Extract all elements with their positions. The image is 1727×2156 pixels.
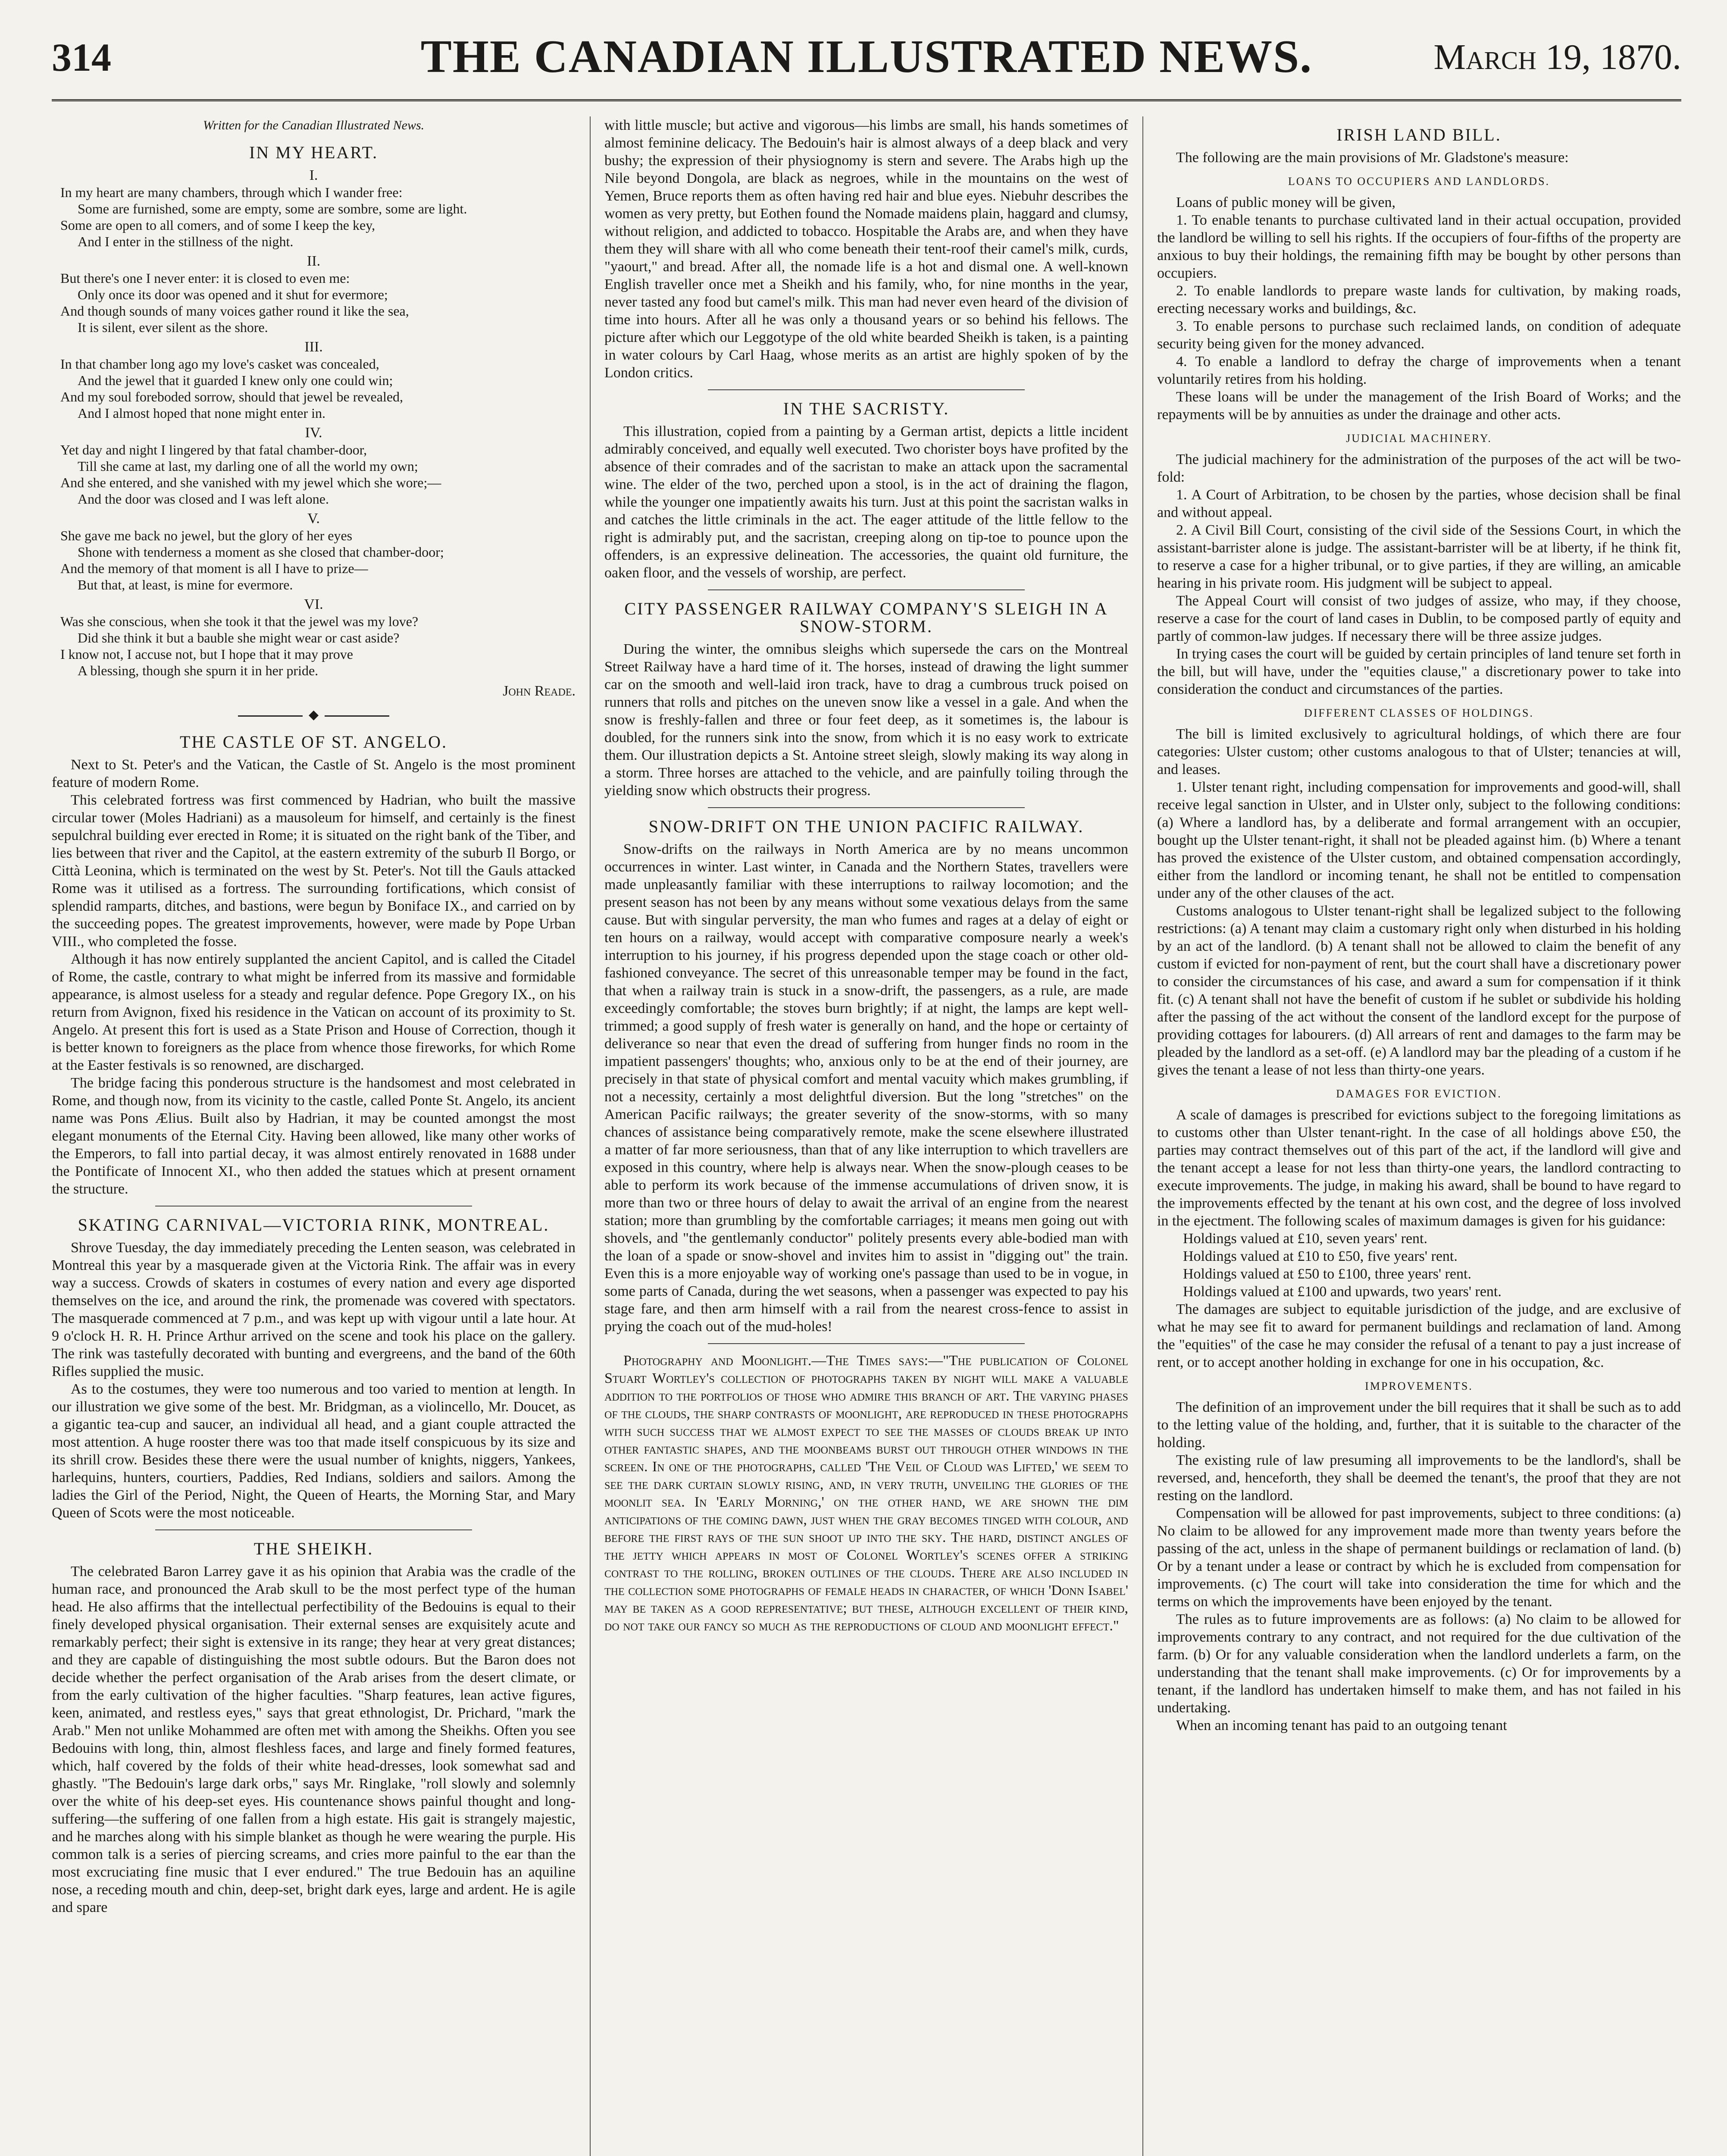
article-heading: THE CASTLE OF ST. ANGELO. (180, 732, 447, 752)
paragraph: 4. To enable a landlord to defray the charge of improvements when a tenant voluntarily retires from his holding. (1157, 354, 1681, 387)
run-in-heading: Photography and Moonlight.— (623, 1353, 826, 1369)
verse-line: It is silent, ever silent as the shore. (78, 320, 268, 335)
verse-line: Till she came at last, my darling one of all the world my own; (78, 458, 418, 474)
author-signature: John Reade. (503, 683, 576, 699)
section-subheading: JUDICIAL MACHINERY. (1346, 432, 1492, 445)
paragraph: Shrove Tuesday, the day immediately preceding the Lenten season, was celebrated in Montreal this year by a masquerade given at the Victoria Rink. The affair was in every way a success. Crowds of skaters in costumes of every nation and every age disported themselves on the ice, and around the rink, the promenade was covered with spectators. The masquerade commenced at 7 p.m., and was kept up with vigour until a late hour. At 9 o'clock H. R. H. Prince Arthur arrived on the scene and took his place on the gallery. The rink was tastefully decorated with bunting and evergreens, and the band of the 60th Rifles supplied the music. (52, 1240, 576, 1379)
article-heading: IN THE SACRISTY. (783, 399, 950, 418)
paragraph: As to the costumes, they were too numerous and too varied to mention at length. In our illustration we give some of the best. Mr. Bridgman, as a violincello, Mr. Doucet, as a gigantic tea-cup and saucer, an individual all head, and a giant couple attracted the most attention. A huge rooster there was too that made itself conspicuous by its size and its shrill crow. Besides these there were the usual number of knights, niggers, Yankees, harlequins, hunters, courtiers, Paddies, Red Indians, soldiers and sailors. Among the ladies the Girl of the Period, Night, the Queen of Hearts, the Morning Star, and Mary Queen of Scots were the most noticeable. (52, 1381, 576, 1521)
article-heading: SKATING CARNIVAL—VICTORIA RINK, MONTREAL. (78, 1215, 550, 1235)
paragraph: 1. To enable tenants to purchase cultivated land in their actual occupation, provided the landlord be willing to sell his rights. If the occupiers of four-fifths of the property are anxious to buy their holdings, the remaining fifth may be bought by other persons than occupiers. (1157, 212, 1681, 281)
verse-line: She gave me back no jewel, but the glory of her eyes (60, 528, 353, 543)
paragraph: Although it has now entirely supplanted the ancient Capitol, and is called the Citadel of Rome, the castle, contrary to what might be inferred from its massive and formidable appearance, is almost useless for a steady and regular defence. Pope Gregory IX., on his return from Avignon, fixed his residence in the Vatican on account of its proximity to St. Angelo. At present this fort is used as a State Prison and House of Correction, though it is better known to foreigners as the place from whence those fireworks, for which Rome at the Easter festivals is so renowned, are discharged. (52, 951, 576, 1073)
column-middle (604, 116, 1128, 2156)
verse-line: Some are furnished, some are empty, some are sombre, some are light. (78, 201, 467, 216)
section-rule (155, 1529, 472, 1530)
paragraph: The celebrated Baron Larrey gave it as his opinion that Arabia was the cradle of the human race, and pronounced the Arab skull to be the most perfect type of the human head. He also affirms that the intellectual perfectibility of the Bedouins is equal to their finely developed physical organisation. Their external senses are exquisitely acute and remarkably perfect; their sight is extensive in its range; they hear at very great distances; and they are capable of distinguishing the most subtle odours. But the Baron does not decide whether the perfect organisation of the Arab arises from the desert climate, or from the early cultivation of the higher faculties. "Sharp features, lean active figures, keen, animated, and restless eyes," says that great ethnologist, Dr. Prichard, "mark the Arab." Men not unlike Mohammed are often met with among the Sheikhs. Often you see Bedouins with long, thin, almost fleshless faces, and large and finely formed features, which, half covered by the folds of their white head-dresses, look somewhat sad and ghastly. "The Bedouin's large dark orbs," says Mr. Ringlake, "roll slowly and solemnly over the white of his deep-set eyes. His countenance shows painful thought and long-suffering—the suffering of one fallen from a high estate. His gait is strangely majestic, and he marches along with his simple blanket as though he were wearing the purple. His common talk is a series of piercing screams, and cries more painful to the ear than the most excruciating fine music that I ever endured." The true Bedouin has an aquiline nose, a receding mouth and chin, deep-set, bright dark eyes, large and ardent. He is agile and spare (52, 1564, 576, 1915)
paragraph: 2. A Civil Bill Court, consisting of the civil side of the Sessions Court, in which the assistant-barrister alone is judge. The assistant-barrister will be at liberty, if he think fit, to reserve a case for a higher tribunal, or to give parties, if they are willing, an amicable hearing in his private room. His judgment will be subject to appeal. (1157, 522, 1681, 591)
page-number: 314 (52, 35, 111, 79)
paragraph: Loans of public money will be given, (1176, 194, 1395, 210)
paragraph: The bill is limited exclusively to agricultural holdings, of which there are four categories: Ulster custom; other customs analogous to that of Ulster; tenancies at will, and leases. (1157, 726, 1681, 777)
verse-line: Shone with tenderness a moment as she closed that chamber-door; (78, 544, 444, 560)
paragraph: Next to St. Peter's and the Vatican, the Castle of St. Angelo is the most prominent feature of modern Rome. (52, 757, 576, 790)
article-heading: IRISH LAND BILL. (1336, 125, 1502, 144)
section-subheading: DAMAGES FOR EVICTION. (1336, 1087, 1502, 1100)
issue-date: March 19, 1870. (1433, 37, 1681, 77)
paragraph: The following are the main provisions of Mr. Gladstone's measure: (1176, 150, 1569, 166)
section-subheading: DIFFERENT CLASSES OF HOLDINGS. (1304, 707, 1534, 719)
paragraph: A scale of damages is prescribed for evictions subject to the foregoing limitations as to customs other than Ulster tenant-right. In the case of all holdings above £50, the parties may contract themselves out of this part of the act, if the landlord will give and the tenant accept a lease for not less than thirty-one years, the landlord contracting to execute improvements. The judge, in making his award, shall be bound to have regard to the improvements effected by the tenant at his own cost, and the degree of loss involved in the ejectment. The following scales of maximum damages is given for his guidance: (1157, 1107, 1681, 1229)
paragraph: During the winter, the omnibus sleighs which supersede the cars on the Montreal Street Railway have a hard time of it. The horses, instead of drawing the light summer car on the smooth and well-laid iron track, have to drag a cumbrous truck poised on runners that rolls and pitches on the uneven snow like a vessel in a gale. And when the snow is freshly-fallen and three or four feet deep, as it sometimes is, the labour is doubled, for the runners sink into the snow, from which it is no easy work to extricate them. Our illustration depicts a St. Antoine street sleigh, slowly making its way along in a storm. Three horses are attached to the vehicle, and are painfully toiling through the yielding snow which obstructs their progress. (604, 641, 1128, 799)
section-rule (708, 589, 1025, 590)
ornament-divider: ◆ (52, 706, 576, 724)
paragraph: When an incoming tenant has paid to an outgoing tenant (1176, 1717, 1507, 1733)
paragraph: This celebrated fortress was first commenced by Hadrian, who built the massive circular tower (Moles Hadriani) as a mausoleum for himself, and certainly is the finest sepulchral building ever erected in Rome; it is situated on the right bank of the Tiber, and lies between that river and the Capitol, at the eastern extremity of the suburb Il Borgo, or Città Leonina, which is terminated on the west by St. Peter's. Not till the Gauls attacked Rome was it utilised as a fortress. The surrounding fortifications, which consist of splendid ramparts, ditches, and bastions, were begun by Boniface IX., and carried on by the succeeding popes. The greatest improvements, however, were made by Pope Urban VIII., who completed the fosse. (52, 792, 576, 950)
paragraph: 1. A Court of Arbitration, to be chosen by the parties, whose decision shall be final and without appeal. (1157, 487, 1681, 520)
paragraph: 3. To enable persons to purchase such reclaimed lands, on condition of adequate security being given for the money advanced. (1157, 318, 1681, 352)
paragraph: The definition of an improvement under the bill requires that it shall be such as to add to the letting value of the holding, and, further, that it is suitable to the character of the holding. (1157, 1399, 1681, 1451)
verse-line: And the memory of that moment is all I have to prize— (60, 561, 368, 576)
list-item: Holdings valued at £10 to £50, five years' rent. (1183, 1248, 1458, 1264)
column-divider (1142, 116, 1143, 2156)
article-heading: CITY PASSENGER RAILWAY COMPANY'S SLEIGH IN A SNOW-STORM. (624, 599, 1108, 636)
article-heading: SNOW-DRIFT ON THE UNION PACIFIC RAILWAY. (648, 817, 1084, 836)
paragraph: The damages are subject to equitable jurisdiction of the judge, and are exclusive of what he may see fit to award for permanent buildings and reclamation of land. Among the "equities" of the case he may consider the refusal of a tenant to pay a just increase of rent, or to accept another holding in exchange for one in his occupation, &c. (1157, 1301, 1681, 1370)
paragraph: with little muscle; but active and vigorous—his limbs are small, his hands sometimes of almost feminine delicacy. The Bedouin's hair is almost always of a deep black and very bushy; the expression of their physiognomy is stern and severe. The Arabs high up the Nile beyond Dongola, are black as negroes, while in the mountains on the west of Yemen, Bruce reports them as often having red hair and blue eyes. Niebuhr describes the women as very pretty, but Eothen found the Nomade maidens plain, haggard and clumsy, without religion, and addicted to tobacco. Hospitable the Arabs are, and when they have them they will share with all who come beneath their tent-roof their camel's milk, curds, "yaourt," and bread. After all, the nomade life is a hot and dismal one. A well-known English traveller once met a Sheikh and his family, who, for nine months in the year, never tasted any food but camel's milk. This man had never even heard of the division of time into hours. After all he was only a thousand years or so behind his fellows. The picture after which our Leggotype of the old white bearded Sheikh is taken, is a painting in water colours by Carl Haag, whose merits as an artist are highly spoken of by the London critics. (604, 117, 1128, 381)
verse-line: And I almost hoped that none might enter in. (78, 405, 325, 421)
section-rule (708, 1343, 1025, 1344)
paragraph: The rules as to future improvements are as follows: (a) No claim to be allowed for improvements contrary to any contract, and not required for the due cultivation of the farm. (b) Or for any valuable consideration when the landlord underlets a farm, on the understanding that the tenant shall make improvements. (c) Or for improvements by a tenant, if the landlord has undertaken himself to make them, and has not failed in his undertaking. (1157, 1611, 1681, 1716)
verse-line: And she entered, and she vanished with my jewel which she wore;— (60, 475, 441, 490)
paragraph: 2. To enable landlords to prepare waste lands for cultivation, by making roads, erecting necessary works and buildings, &c. (1157, 283, 1681, 317)
column-right (1157, 116, 1681, 2156)
paragraph (604, 1352, 1128, 1635)
paragraph: This illustration, copied from a painting by a German artist, depicts a little incident admirably conceived, and equally well executed. Two chorister boys have profited by the absence of their comrades and of the sacristan to make an attack upon the sacramental wine. The elder of the two, perched upon a stool, is in the act of draining the flagon, while the younger one impatiently awaits his turn. Just at this point the sacristan walks in and catches the little criminals in the act. The eager attitude of the little fellow to the right is admirably put, and the sacristan, creeping along on tip-toe to pounce upon the offenders, is an expressive delineation. The accessories, the quaint old furniture, the oaken floor, and the vessels of worship, are perfect. (604, 423, 1128, 581)
byline: Written for the Canadian Illustrated News. (203, 118, 425, 132)
verse-line: I know not, I accuse not, but I hope that it may prove (60, 646, 353, 662)
stanza-number: II. (307, 253, 321, 269)
verse-line: Yet day and night I lingered by that fatal chamber-door, (60, 442, 367, 458)
verse-line: Some are open to all comers, and of some I keep the key, (60, 217, 375, 233)
stanza-number: IV. (305, 425, 322, 441)
verse-line: Only once its door was opened and it shut for evermore; (78, 287, 388, 302)
verse-line: Did she think it but a bauble she might wear or cast aside? (78, 630, 400, 646)
verse-line: In that chamber long ago my love's casket was concealed, (60, 356, 379, 372)
paragraph: The judicial machinery for the administration of the purposes of the act will be two-fold: (1157, 451, 1681, 485)
masthead (52, 17, 1681, 101)
paragraph: In trying cases the court will be guided by certain principles of land tenure set forth in the bill, but will have, under the "equities clause," a discretionary power to take into consideration the conduct and circumstances of the parties. (1157, 646, 1681, 697)
stanza-number: III. (304, 339, 323, 355)
paragraph: 1. Ulster tenant right, including compensation for improvements and good-will, shall receive legal sanction in Ulster, and in Ulster only, subject to the following conditions: (a) Where a landlord has, by a deliberate and formal arrangement with an occupier, bought up the Ulster tenant-right, it shall not be pleaded against him. (b) Where a tenant has proved the existence of the Ulster custom, and obtained compensation accordingly, either from the landlord or incoming tenant, he shall not be entitled to compensation under any of the other clauses of the act. (1157, 779, 1681, 901)
verse-line: But that, at least, is mine for evermore. (78, 577, 293, 592)
newspaper-title: THE CANADIAN ILLUSTRATED NEWS. (420, 31, 1313, 82)
paragraph: Snow-drifts on the railways in North America are by no means uncommon occurrences in winter. Last winter, in Canada and the Northern States, travellers were made unpleasantly familiar with these interruptions to railway locomotion; and the present season has not been by any means without some vexatious delays from the same cause. But with singular perversity, the man who fumes and rages at a delay of eight or ten hours on a railway, would accept with comparative composure nearly a week's interruption to his journey, if his progress depended upon the stage coach or other old-fashioned conveyance. The secret of this unreasonable temper may be found in the fact, that when a railway train is stuck in a snow-drift, the passengers, as a rule, are made exceedingly comfortable; the stoves burn brightly; if at night, the lamps are kept well-trimmed; a good supply of fresh water is generally on hand, and the hope or certainty of deliverance so near that even the dread of suffering from hunger finds no room in the impatient passengers' thoughts; who, anxious only to be at the end of their journey, are precisely in that state of physical comfort and mental vacuity which makes grumbling, if not a necessity, certainly a most delightful diversion. But the long "stretches" on the American Pacific railways; the greater severity of the snow-storms, with so many chances of assistance being comparatively remote, make the scene elsewhere illustrated a matter of far more seriousness, than that of any like interruption to which travellers are exposed in this country, where help is always near. When the snow-plough ceases to be able to perform its work because of the immense accumulations of driven snow, it is more than two or three hours of delay to await the arrival of an engine from the nearest station; more than grumbling by the comfortable carriages; it means men going out with shovels, and "the gentlemanly conductor" politely presents every able-bodied man with the loan of a spade or snow-shovel and invites him to assist in "digging out" the train. Even this is a more enjoyable way of working one's passage than used to be in vogue, in some parts of Canada, during the wet seasons, when a passenger was expected to pay his stage fare, and then arm himself with a rail from the nearest cross-fence to assist in prying the coach out of the mud-holes! (604, 841, 1128, 1335)
stanza-number: I. (309, 167, 318, 183)
verse-line: And the door was closed and I was left alone. (78, 491, 329, 507)
verse-line: But there's one I never enter: it is closed to even me: (60, 270, 350, 286)
stanza-number: V. (307, 511, 320, 526)
list-item: Holdings valued at £10, seven years' rent. (1183, 1231, 1427, 1247)
list-item: Holdings valued at £50 to £100, three years' rent. (1183, 1266, 1471, 1282)
column-left (52, 116, 576, 2156)
section-subheading: LOANS TO OCCUPIERS AND LANDLORDS. (1288, 175, 1550, 188)
verse-line: And though sounds of many voices gather round it like the sea, (60, 303, 409, 319)
verse-line: And my soul foreboded sorrow, should that jewel be revealed, (60, 389, 404, 404)
verse-line: Was she conscious, when she took it that the jewel was my love? (60, 614, 419, 629)
verse-line: In my heart are many chambers, through which I wander free: (60, 185, 403, 200)
list-item: Holdings valued at £100 and upwards, two years' rent. (1183, 1284, 1502, 1300)
stanza-number: VI. (304, 596, 323, 612)
paragraph: The bridge facing this ponderous structure is the handsomest and most celebrated in Rome, and though now, from its vicinity to the castle, called Ponte St. Angelo, its ancient name was Pons Ælius. Built also by Hadrian, it may be counted amongst the most elegant monuments of the Eternal City. Having been allowed, like many other works of the Emperors, to fall into partial decay, it was almost entirely renovated in 1688 under the Pontificate of Innocent XI., who then added the statues which at present ornament the structure. (52, 1075, 576, 1197)
section-subheading: IMPROVEMENTS. (1365, 1380, 1473, 1392)
verse-line: A blessing, though she spurn it in her pride. (78, 663, 319, 678)
column-divider (590, 116, 591, 2156)
paragraph: Customs analogous to Ulster tenant-right shall be legalized subject to the following restrictions: (a) A tenant may claim a customary right only when disturbed in his holding by an act of the landlord. (b) A tenant shall not be allowed to claim the benefit of any custom if evicted for non-payment of rent, but the court shall have a discretionary power to consider the circumstances of his case, and award a sum for compensation if it think fit. (c) A tenant shall not have the benefit of custom if he sublet or subdivide his holding after the passing of the act without the consent of the landlord except for the purpose of providing cottages for labourers. (d) All arrears of rent and damages to the farm may be pleaded by the landlord as a set-off. (e) A landlord may bar the pleading of a custom if he gives the tenant a lease of not less than thirty-one years. (1157, 903, 1681, 1078)
paragraph: These loans will be under the management of the Irish Board of Works; and the repayments will be by annuities as under the drainage and other acts. (1157, 389, 1681, 423)
verse-line: And the jewel that it guarded I knew only one could win; (78, 373, 393, 388)
article-heading: THE SHEIKH. (253, 1539, 374, 1558)
section-rule (708, 807, 1025, 808)
newspaper-page (52, 17, 1681, 2156)
section-rule (708, 389, 1025, 390)
paragraph: The existing rule of law presuming all improvements to be the landlord's, shall be reversed, and, henceforth, they shall be deemed the tenant's, the proof that they are not resting on the landlord. (1157, 1452, 1681, 1504)
article-heading: IN MY HEART. (249, 143, 379, 162)
paragraph-text: The Times says:—"The publication of Colonel Stuart Wortley's collection of photographs taken by night will make a valuable addition to the portfolios of those who admire this branch of art. The varying phases of the clouds, the sharp contrasts of moonlight, are reproduced in these photographs with such success that we almost expect to see the masses of clouds break up into other fantastic shapes, and the moonbeams burst out through other windows in the screen. In one of the photographs, called 'The Veil of Cloud was Lifted,' we seem to see the dark curtain slowly rising, and, in very truth, unveiling the glories of the moonlit sea. In 'Early Morning,' on the other hand, we are shown the dim anticipations of the coming dawn, just when the gray becomes tinged with colour, and before the first rays of the sun shoot up into the sky. The hard, distinct angles of the jetty which appears in most of Colonel Wortley's scenes offer a striking contrast to the rolling, broken outlines of the clouds. There are also included in the collection some photographs of female heads in character, of which 'Donn Isabel' may be taken as a good representative; but these, although excellent of their kind, do not take our fancy so much as the reproductions of cloud and moonlight effect." (604, 1353, 1128, 1634)
verse-line: And I enter in the stillness of the night. (78, 234, 294, 249)
paragraph: The Appeal Court will consist of two judges of assize, who may, if they choose, reserve a case for the court of land cases in Dublin, to be composed partly of equity and partly of common-law judges. If necessary there will be three assize judges. (1157, 593, 1681, 644)
paragraph: Compensation will be allowed for past improvements, subject to three conditions: (a) No claim to be allowed for any improvement made more than twenty years before the passing of the act, unless in the shape of permanent buildings or reclamation of land. (b) Or by a tenant under a lease or contract by which he is excluded from compensation for improvements. (c) The court will take into consideration the time for which and the terms on which the improvements have been enjoyed by the tenant. (1157, 1505, 1681, 1610)
